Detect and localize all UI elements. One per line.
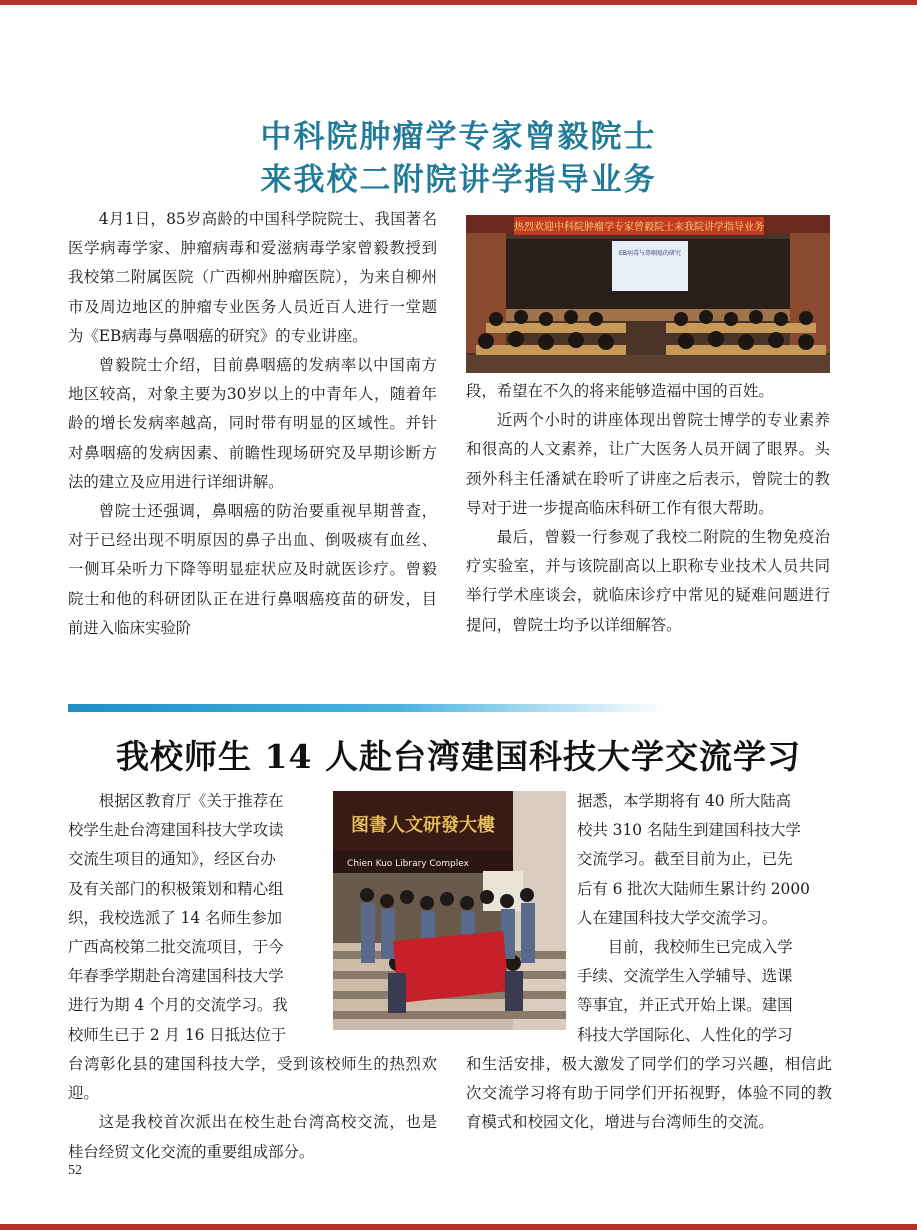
article2-paragraph-continuation: 和生活安排，极大激发了同学们的学习兴趣，相信此次交流学习将有助于同学们开拓视野，体验不同的教育模式和校园文化，增进与台湾师生的交流。 (466, 1055, 832, 1132)
article2-left-narrow (68, 787, 324, 1050)
lecture-photo (466, 215, 830, 373)
article2-line: 手续、交流学生入学辅导、选课 (577, 967, 793, 986)
article2-line: 校师生已于 2 月 16 日抵达位于 (68, 1025, 287, 1044)
article2-title: 我校师生 14 人赴台湾建国科技大学交流学习 (116, 737, 801, 776)
article2-left-wide (68, 1050, 437, 1167)
article2-line: 校学生赴台湾建国科技大学攻读 (68, 821, 284, 840)
article2-line: 据悉，本学期将有 40 所大陆高 (577, 792, 792, 810)
screen-text: EB病毒与鼻咽癌的研究 (619, 250, 681, 257)
article2-line: 年春季学期赴台湾建国科技大学 (68, 967, 284, 986)
article2-line: 等事宜，并正式开始上课。建国 (577, 996, 793, 1015)
article1-paragraph: 近两个小时的讲座体现出曾院士博学的专业素养和很高的人文素养，让广大医务人员开阔了眼界。头颈外科主任潘斌在聆听了讲座之后表示，曾院士的教导对于进一步提高临床科研工作有很大帮助。 (466, 411, 830, 517)
article2-line: 织，我校选派了 14 名师生参加 (68, 908, 283, 927)
article2-paragraph: 这是我校首次派出在校生赴台湾高校交流，也是桂台经贸文化交流的重要组成部分。 (68, 1113, 437, 1161)
sign-chinese: 图書人文研發大樓 (351, 815, 495, 836)
article2-line: 交流生项目的通知》，经区台办 (68, 850, 276, 869)
article1-right-column (466, 377, 830, 640)
group-photo (333, 791, 566, 1030)
sign-english: Chien Kuo Library Complex (347, 859, 469, 869)
article2-line: 根据区教育厅《关于推荐在 (98, 792, 284, 810)
article2-line: 目前，我校师生已完成入学 (607, 938, 793, 957)
article2-line: 校共 310 名陆生到建国科技大学 (577, 821, 801, 840)
article2-line: 及有关部门的积极策划和精心组 (68, 879, 284, 898)
article1-paragraph: 曾院士还强调，鼻咽癌的防治要重视早期普查，对于已经出现不明原因的鼻子出血、倒吸痰有血丝、一侧耳朵听力下降等明显症状应及时就医诊疗。曾毅院士和他的科研团队正在进行鼻咽癌疫苗的研发，目前进入临床实验阶 (68, 502, 437, 637)
article1-title-line1: 中科院肿瘤学专家曾毅院士 (260, 119, 657, 155)
library-group-illustration (333, 791, 566, 1030)
lecture-hall-illustration (466, 215, 830, 373)
article1-title-line2: 来我校二附院讲学指导业务 (260, 162, 657, 198)
top-border (0, 0, 917, 5)
article2-line: 交流学习。截至目前为止，已先 (577, 850, 793, 869)
article2-right-wide (466, 1050, 832, 1138)
article1-paragraph: 最后，曾毅一行参观了我校二附院的生物免疫治疗实验室，并与该院副高以上职称专业技术人员共同举行学术座谈会，就临床诊疗中常见的疑难问题进行提问，曾院士均予以详细解答。 (466, 528, 830, 634)
bottom-border (0, 1224, 917, 1230)
section-divider (68, 704, 668, 712)
article1-paragraph: 4月1日，85岁高龄的中国科学院院士、我国著名医学病毒学家、肿瘤病毒和爱滋病毒学家曾毅教授到我校第二附属医院（广西柳州肿瘤医院），为来自柳州市及周边地区的肿瘤专业医务人员近百人进行一堂题为《EB病毒与鼻咽癌的研究》的专业讲座。 (68, 210, 437, 345)
article1-left-column (68, 205, 437, 643)
article2-line: 后有 6 批次大陆师生累计约 2000 (577, 879, 810, 898)
article1-paragraph: 曾毅院士介绍，目前鼻咽癌的发病率以中国南方地区较高，对象主要为30岁以上的中青年人，随着年龄的增长发病率越高，同时带有明显的区域性。并针对鼻咽癌的发病因素、前瞻性现场研究及早期诊断方法的建立及应用进行详细讲解。 (68, 356, 437, 491)
article2-line: 广西高校第二批交流项目，于今 (68, 938, 284, 957)
page-number: 52 (68, 1163, 82, 1178)
article2-line: 科技大学国际化、人性化的学习 (577, 1025, 793, 1044)
article1-paragraph-continuation: 段，希望在不久的将来能够造福中国的百姓。 (466, 382, 774, 400)
banner-text: 热烈欢迎中科院肿瘤学专家曾毅院士来我院讲学指导业务 (514, 222, 764, 233)
article2-line: 人在建国科技大学交流学习。 (577, 908, 778, 927)
article2-line: 进行为期 4 个月的交流学习。我 (68, 996, 288, 1015)
article2-paragraph-continuation: 台湾彰化县的建国科技大学，受到该校师生的热烈欢迎。 (68, 1055, 437, 1103)
article2-right-narrow (577, 787, 832, 1050)
